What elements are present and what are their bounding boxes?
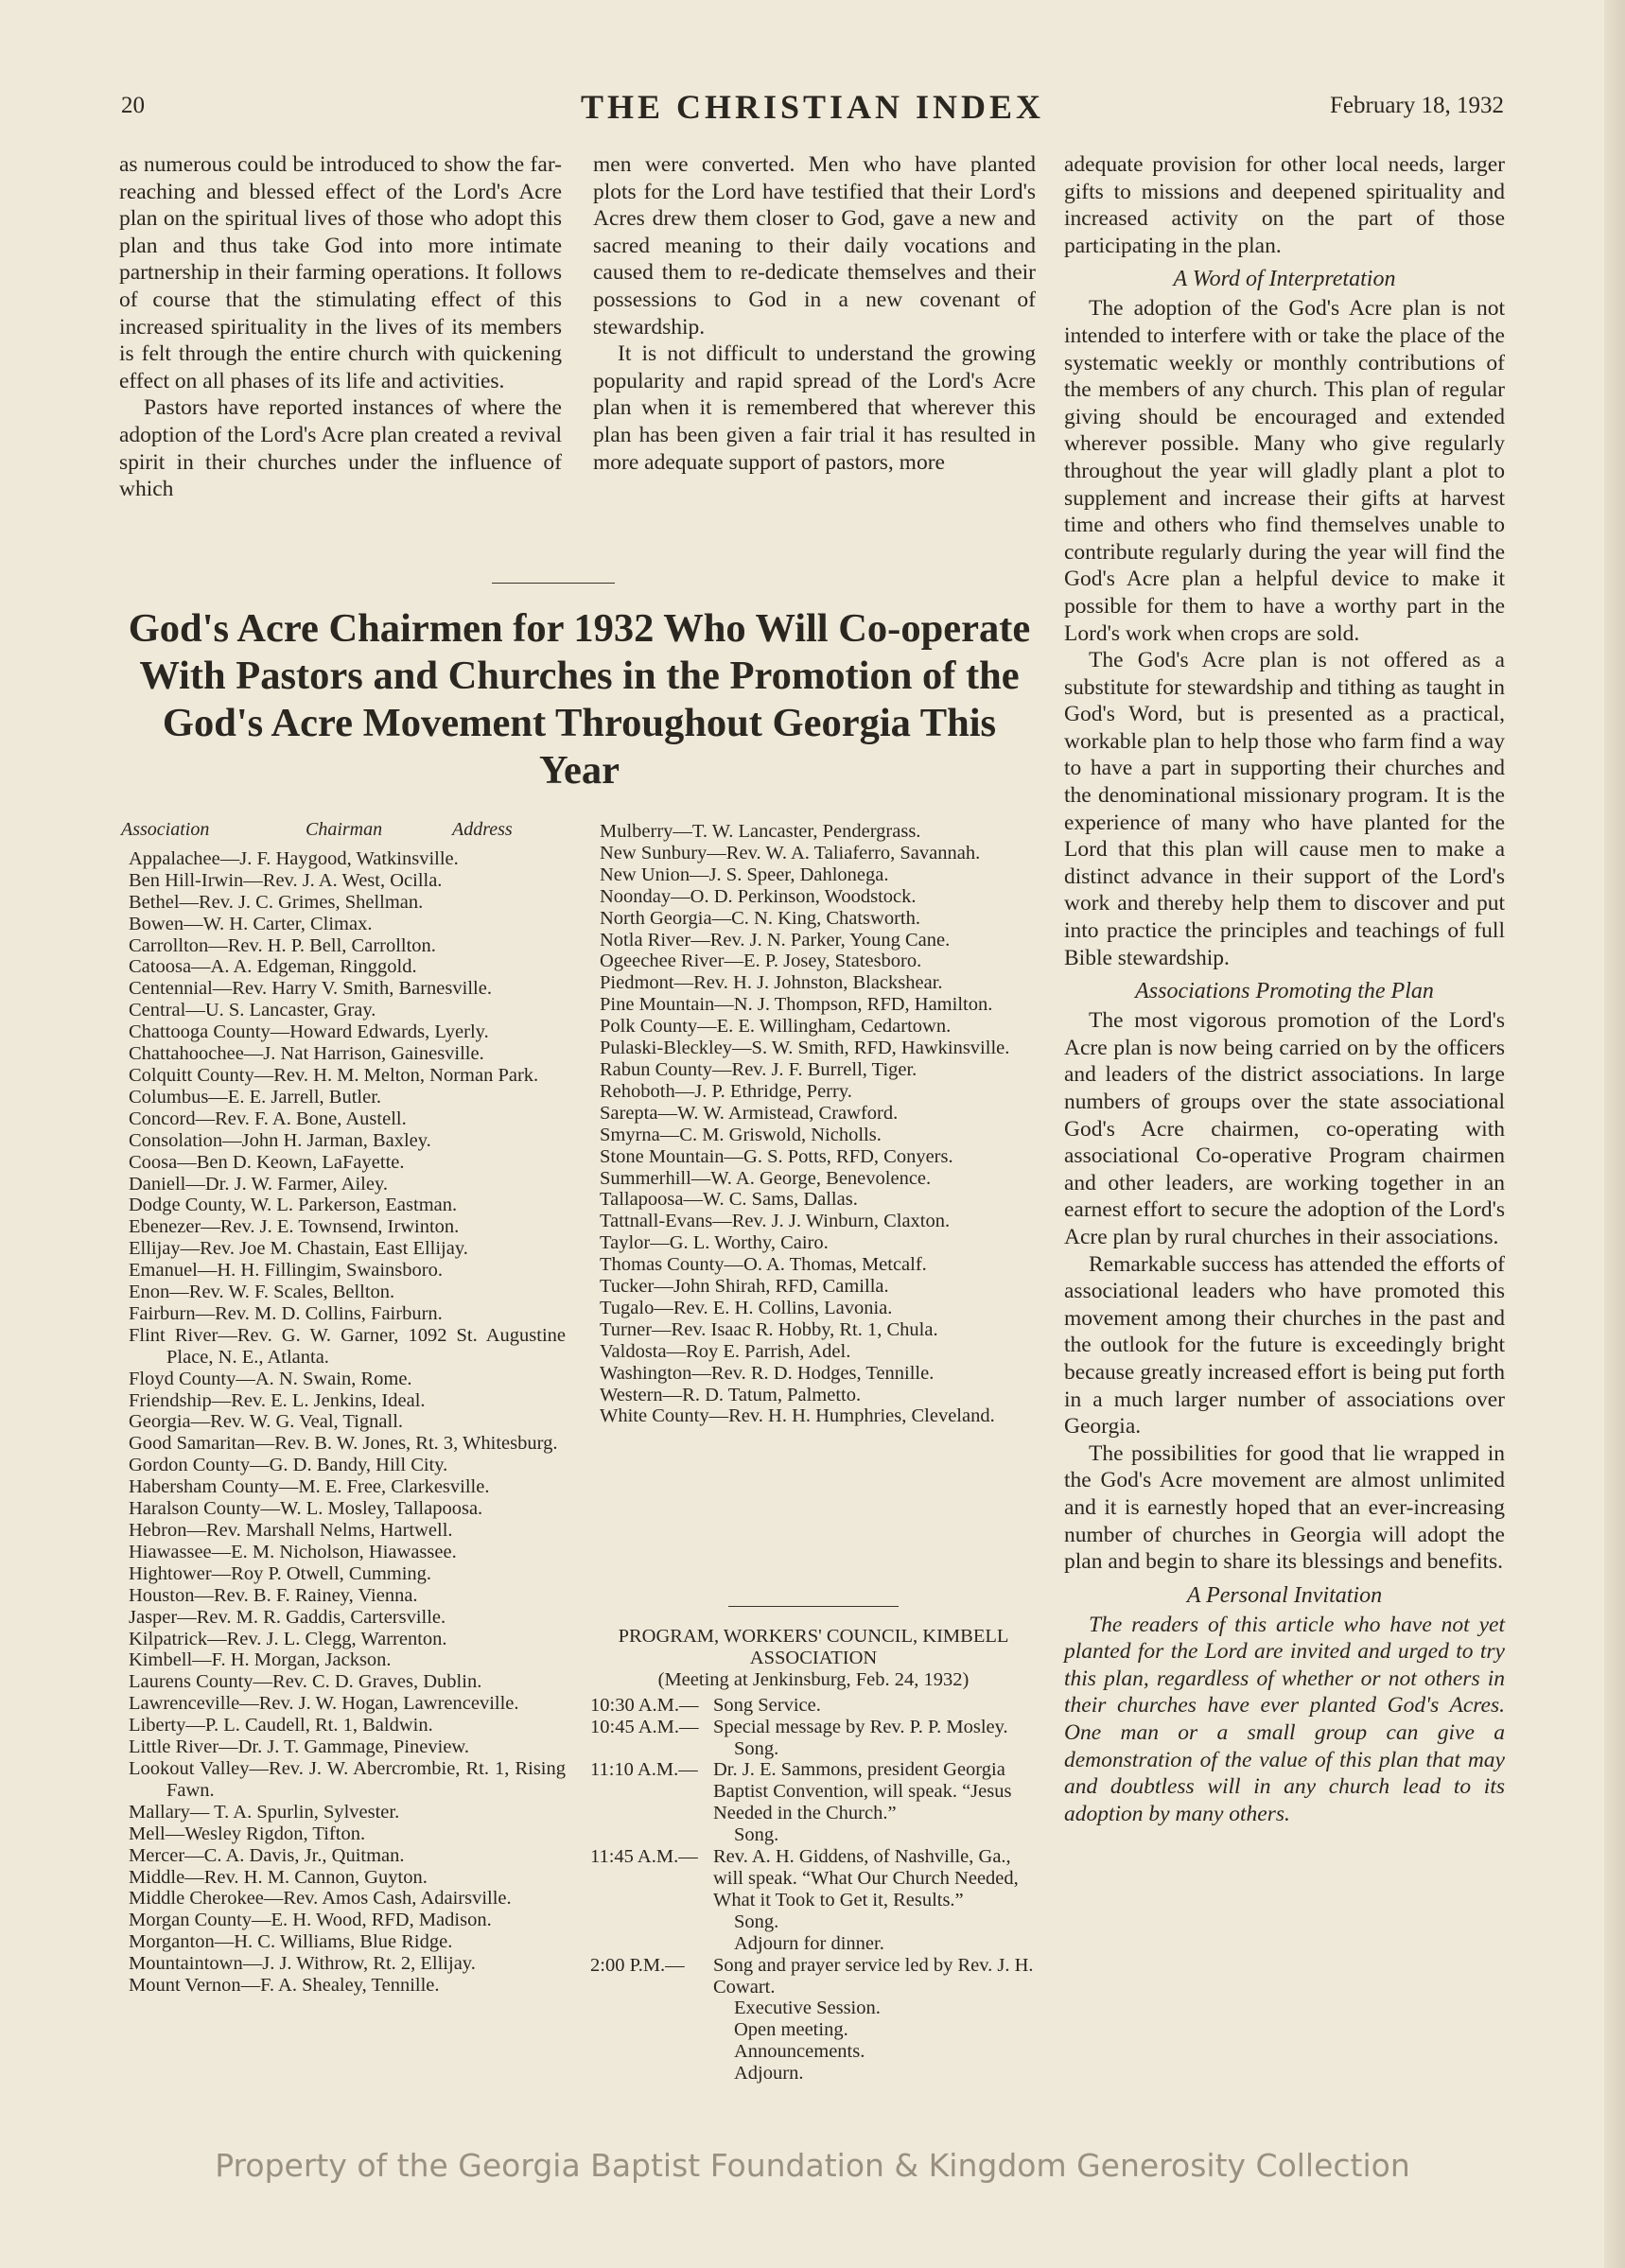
chairman-entry: Georgia—Rev. W. G. Veal, Tignall. — [129, 1411, 404, 1433]
chairman-entry: Pine Mountain—N. J. Thompson, RFD, Hamilton. — [600, 994, 993, 1016]
program-time — [590, 2019, 713, 2041]
chairman-entry: Hightower—Roy P. Otwell, Cumming. — [129, 1562, 432, 1584]
chairman-entry: Pulaski-Bleckley—S. W. Smith, RFD, Hawkinsville. — [600, 1038, 1010, 1059]
chairman-entry: Middle Cherokee—Rev. Amos Cash, Adairsville. — [129, 1888, 512, 1910]
chairman-entry: Flint River—Rev. G. W. Garner, 1092 St. Augustine Place, N. E., Atlanta. — [129, 1324, 566, 1368]
chairman-entry: Chattahoochee—J. Nat Harrison, Gainesville. — [129, 1043, 484, 1065]
chairman-entry: North Georgia—C. N. King, Chatsworth. — [600, 907, 920, 929]
chairman-entry: Turner—Rev. Isaac R. Hobby, Rt. 1, Chula. — [600, 1318, 938, 1340]
program-time — [590, 1738, 713, 1760]
chairman-entry: Dodge County, W. L. Parkerson, Eastman. — [129, 1195, 458, 1216]
program-time — [590, 1998, 713, 2019]
chairman-entry: Smyrna—C. M. Griswold, Nicholls. — [600, 1124, 882, 1145]
article-paragraph: The adoption of the God's Acre plan is not intended to interfere with or take the place of the systematic weekly or monthly contributions of the members of any church. This plan of regular giving should be encouraged and extended wherever possible. Many who give regularly throughout the year will gladly plant a plot to supplement and increase their gifts at harvest time and others who find themselves unable to contribute regularly during the year will find the God's Acre plan a helpful device to make it possible for them to have a worthy part in the Lord's work when crops are sold. — [1064, 296, 1505, 646]
chairman-entry: Noonday—O. D. Perkinson, Woodstock. — [600, 885, 917, 907]
article-paragraph: Remarkable success has attended the efforts of associational leaders who have promoted this movement among their churches in the past and the outlook for the future is exceedingly bright because greatly increased effort is being put forth in a much larger number of associations over Georgia. — [1064, 1251, 1505, 1439]
chairman-entry: Rehoboth—J. P. Ethridge, Perry. — [600, 1080, 852, 1102]
chairman-entry: Summerhill—W. A. George, Benevolence. — [600, 1167, 932, 1189]
issue-date: February 18, 1932 — [1330, 93, 1504, 118]
page-edge — [1604, 0, 1625, 2268]
chairman-entry: Lookout Valley—Rev. J. W. Abercrombie, Rt. 1, Rising Fawn. — [129, 1757, 566, 1801]
program-time: 2:00 P.M.— — [590, 1954, 685, 1976]
chairman-entry: Tallapoosa—W. C. Sams, Dallas. — [600, 1189, 858, 1211]
masthead-title: THE CHRISTIAN INDEX — [580, 88, 1045, 126]
program-text: Rev. A. H. Giddens, of Nashville, Ga., will speak. “What Our Church Needed, What it Took to Get it, Results.” — [713, 1846, 1019, 1910]
program-item — [590, 1738, 1037, 1760]
program-time — [590, 2063, 713, 2085]
chairman-entry: Kilpatrick—Rev. J. L. Clegg, Warrenton. — [129, 1628, 447, 1649]
program-time: 10:30 A.M.— — [590, 1694, 699, 1716]
program-text: Open meeting. — [734, 2019, 848, 2041]
program-text: Dr. J. E. Sammons, president Georgia Baptist Convention, will speak. “Jesus Needed in the Church.” — [713, 1759, 1012, 1824]
chairman-entry: Haralson County—W. L. Mosley, Tallapoosa. — [129, 1498, 483, 1520]
list-header-address: Address — [452, 819, 513, 840]
article-paragraph: men were converted. Men who have planted plots for the Lord have testified that their Lord's Acres drew them closer to God, gave a new and sacred meaning to their daily vocations and caused them to re-dedicate themselves and their possessions to God in a new covenant of stewardship. — [593, 152, 1036, 340]
chairman-entry: New Union—J. S. Speer, Dahlonega. — [600, 864, 889, 885]
chairman-entry: White County—Rev. H. H. Humphries, Cleveland. — [600, 1405, 995, 1427]
chairman-entry: Mount Vernon—F. A. Shealey, Tennille. — [129, 1975, 440, 1997]
program-item — [590, 1824, 1037, 1846]
program-item — [590, 2063, 1037, 2085]
chairman-entry: Little River—Dr. J. T. Gammage, Pineview. — [129, 1736, 470, 1758]
watermark: Property of the Georgia Baptist Foundation & Kingdom Generosity Collection — [215, 2147, 1410, 2184]
chairman-entry: Carrollton—Rev. H. P. Bell, Carrollton. — [129, 934, 436, 956]
program-text: Adjourn. — [734, 2063, 804, 2085]
program-item — [590, 1911, 1037, 1933]
list-header-association: Association — [121, 819, 210, 840]
article-paragraph: The readers of this article who have not yet planted for the Lord are invited and urged to try this plan, regardless of whether or not others in their churches have ever planted God's Acres. One man or a small group can give a demonstration of the value of this plan that may and doubtless will in any church lead to its adoption by many others. — [1064, 1612, 1505, 1826]
chairman-entry: Notla River—Rev. J. N. Parker, Young Cane. — [600, 929, 951, 951]
chairman-entry: Laurens County—Rev. C. D. Graves, Dublin. — [129, 1671, 482, 1693]
chairman-entry: Washington—Rev. R. D. Hodges, Tennille. — [600, 1362, 935, 1384]
chairman-entry: Hebron—Rev. Marshall Nelms, Hartwell. — [129, 1520, 453, 1541]
chairmen-list-left — [119, 819, 566, 1997]
program-item — [590, 2041, 1037, 2063]
program-item — [590, 1759, 1037, 1824]
program-item — [590, 1998, 1037, 2019]
program-item — [590, 1846, 1037, 1911]
article-paragraph: Pastors have reported instances of where the adoption of the Lord's Acre plan created a revival spirit in their churches under the influence of which — [119, 395, 562, 502]
program-item — [590, 1717, 1037, 1738]
program-time — [590, 1911, 713, 1933]
article-paragraph: The possibilities for good that lie wrapped in the God's Acre movement are almost unlimited and it is earnestly hoped that an ever-increasing number of churches in Georgia will adopt the plan and begin to share its blessings and benefits. — [1064, 1440, 1505, 1575]
chairman-entry: Chattooga County—Howard Edwards, Lyerly. — [129, 1021, 489, 1043]
program-text: Announcements. — [734, 2041, 865, 2063]
chairman-entry: Enon—Rev. W. F. Scales, Bellton. — [129, 1282, 395, 1303]
program-text: Special message by Rev. P. P. Mosley. — [713, 1716, 1008, 1737]
program-text: Song and prayer service led by Rev. J. H. Cowart. — [713, 1954, 1034, 1998]
chairman-entry: Western—R. D. Tatum, Palmetto. — [600, 1384, 862, 1405]
chairman-entry: Polk County—E. E. Willingham, Cedartown. — [600, 1016, 952, 1038]
chairman-entry: Taylor—G. L. Worthy, Cairo. — [600, 1232, 829, 1254]
program-item — [590, 1955, 1037, 1998]
article-paragraph: The God's Acre plan is not offered as a substitute for stewardship and tithing as taught in God's Word, but is presented as a practical, workable plan to help those who farm find a way to have a part in supporting their churches and the denominational missionary program. It is the experience of many who have planted for the Lord that this plan will cause men to make a distinct advance in their support of the Lord's work and thereby help them to discover and put into practice the principles and teachings of full Bible stewardship. — [1064, 648, 1505, 970]
chairman-entry: Mercer—C. A. Davis, Jr., Quitman. — [129, 1844, 405, 1866]
chairman-entry: Bethel—Rev. J. C. Grimes, Shellman. — [129, 891, 424, 913]
chairman-entry: Lawrenceville—Rev. J. W. Hogan, Lawrenceville. — [129, 1693, 519, 1715]
section-divider — [492, 583, 615, 584]
program-item — [590, 2019, 1037, 2041]
article-paragraph: adequate provision for other local needs, larger gifts to missions and deepened spirituality and increased activity on the part of those participating in the plan. — [1064, 152, 1505, 258]
chairman-entry: Houston—Rev. B. F. Rainey, Vienna. — [129, 1584, 418, 1606]
chairman-entry: Ogeechee River—E. P. Josey, Statesboro. — [600, 951, 922, 972]
chairman-entry: Jasper—Rev. M. R. Gaddis, Cartersville. — [129, 1606, 446, 1628]
program-text: Song. — [734, 1737, 779, 1759]
chairman-entry: Floyd County—A. N. Swain, Rome. — [129, 1368, 412, 1389]
chairman-entry: Central—U. S. Lancaster, Gray. — [129, 1000, 376, 1021]
article-paragraph: The most vigorous promotion of the Lord's Acre plan is now being carried on by the officers and leaders of the district associations. In large numbers of groups over the state associational God's Acre chairmen, co-operating with associational Co-operative Program chairmen and other leaders, are working together in an earnest effort to secure the adoption of the Lord's Acre plan by rural churches in their associations. — [1064, 1008, 1505, 1249]
program-text: Adjourn for dinner. — [734, 1932, 884, 1954]
chairman-entry: Catoosa—A. A. Edgeman, Ringgold. — [129, 956, 417, 978]
program-text: Executive Session. — [734, 1998, 881, 2019]
program-text: Song. — [734, 1910, 779, 1932]
program-time — [590, 1824, 713, 1846]
list-header-chairman: Chairman — [306, 819, 383, 840]
chairmen-list-right — [590, 821, 1037, 1427]
chairman-entry: Ellijay—Rev. Joe M. Chastain, East Ellijay. — [129, 1238, 468, 1260]
program-item — [590, 1933, 1037, 1955]
chairman-entry: Daniell—Dr. J. W. Farmer, Ailey. — [129, 1173, 388, 1195]
chairman-entry: Morganton—H. C. Williams, Blue Ridge. — [129, 1931, 453, 1953]
section-divider — [728, 1606, 899, 1607]
subheading: Associations Promoting the Plan — [1135, 979, 1434, 1004]
chairman-entry: Good Samaritan—Rev. B. W. Jones, Rt. 3, Whitesburg. — [129, 1433, 558, 1455]
subheading: A Personal Invitation — [1186, 1582, 1383, 1608]
chairman-entry: Centennial—Rev. Harry V. Smith, Barnesville. — [129, 978, 492, 1000]
chairman-entry: Hiawassee—E. M. Nicholson, Hiawassee. — [129, 1541, 457, 1562]
program-time: 11:45 A.M.— — [590, 1846, 698, 1868]
chairman-entry: Mulberry—T. W. Lancaster, Pendergrass. — [600, 821, 921, 842]
chairman-entry: Bowen—W. H. Carter, Climax. — [129, 913, 373, 934]
chairman-entry: Fairburn—Rev. M. D. Collins, Fairburn. — [129, 1302, 443, 1324]
chairman-entry: Thomas County—O. A. Thomas, Metcalf. — [600, 1254, 927, 1276]
page-number: 20 — [121, 93, 145, 118]
chairman-entry: Tattnall-Evans—Rev. J. J. Winburn, Claxton. — [600, 1211, 951, 1232]
chairman-entry: Emanuel—H. H. Fillingim, Swainsboro. — [129, 1260, 443, 1282]
chairman-entry: Sarepta—W. W. Armistead, Crawford. — [600, 1102, 899, 1124]
chairman-entry: Morgan County—E. H. Wood, RFD, Madison. — [129, 1910, 492, 1931]
article-column-2 — [593, 151, 1036, 476]
chairman-entry: New Sunbury—Rev. W. A. Taliaferro, Savannah. — [600, 842, 981, 864]
chairman-entry: Valdosta—Roy E. Parrish, Adel. — [600, 1340, 851, 1362]
program-time: 11:10 A.M.— — [590, 1759, 698, 1781]
program-item — [590, 1695, 1037, 1717]
program-title: PROGRAM, WORKERS' COUNCIL, KIMBELL ASSOCIATION — [618, 1626, 1009, 1668]
chairman-entry: Tucker—John Shirah, RFD, Camilla. — [600, 1276, 889, 1298]
program-time — [590, 2041, 713, 2063]
chairman-entry: Colquitt County—Rev. H. M. Melton, Norman Park. — [129, 1064, 539, 1086]
chairman-entry: Appalachee—J. F. Haygood, Watkinsville. — [129, 847, 459, 869]
chairman-entry: Coosa—Ben D. Keown, LaFayette. — [129, 1151, 405, 1173]
chairman-entry: Liberty—P. L. Caudell, Rt. 1, Baldwin. — [129, 1715, 433, 1736]
chairman-entry: Ebenezer—Rev. J. E. Townsend, Irwinton. — [129, 1216, 460, 1238]
program-text: Song. — [734, 1824, 779, 1846]
article-paragraph: as numerous could be introduced to show the far-reaching and blessed effect of the Lord's Acre plan on the spiritual lives of those who adopt this plan and thus take God into more intimate partnership in their farming operations. It follows of course that the stimulating effect of this increased spirituality in the lives of its members is felt through the entire church with quickening effect on all phases of its life and activities. — [119, 152, 562, 393]
chairman-entry: Middle—Rev. H. M. Cannon, Guyton. — [129, 1866, 428, 1888]
program-time: 10:45 A.M.— — [590, 1716, 699, 1737]
chairman-entry: Ben Hill-Irwin—Rev. J. A. West, Ocilla. — [129, 869, 443, 891]
chairman-entry: Kimbell—F. H. Morgan, Jackson. — [129, 1649, 392, 1671]
chairman-entry: Columbus—E. E. Jarrell, Butler. — [129, 1086, 382, 1108]
program-text: Song Service. — [713, 1694, 821, 1716]
article-column-3 — [1064, 151, 1505, 1827]
headline: God's Acre Chairmen for 1932 Who Will Co-operate With Pastors and Churches in the Promotion of the God's Acre Movement Throughout Georgia This Year — [128, 606, 1031, 793]
chairman-entry: Gordon County—G. D. Bandy, Hill City. — [129, 1455, 448, 1476]
chairman-entry: Concord—Rev. F. A. Bone, Austell. — [129, 1108, 407, 1129]
article-paragraph: It is not difficult to understand the growing popularity and rapid spread of the Lord's Acre plan when it is remembered that wherever this plan has been given a fair trial it has resulted in more adequate support of pastors, more — [593, 341, 1036, 475]
subheading: A Word of Interpretation — [1173, 267, 1396, 292]
list-header — [119, 819, 566, 841]
chairman-entry: Consolation—John H. Jarman, Baxley. — [129, 1129, 431, 1151]
chairman-entry: Mell—Wesley Rigdon, Tifton. — [129, 1823, 366, 1844]
program-block — [590, 1626, 1037, 2085]
chairman-entry: Mountaintown—J. J. Withrow, Rt. 2, Ellijay. — [129, 1953, 476, 1975]
chairman-entry: Friendship—Rev. E. L. Jenkins, Ideal. — [129, 1389, 426, 1411]
chairman-entry: Rabun County—Rev. J. F. Burrell, Tiger. — [600, 1058, 917, 1080]
article-column-1 — [119, 151, 562, 503]
chairman-entry: Stone Mountain—G. S. Potts, RFD, Conyers. — [600, 1145, 953, 1167]
page-header — [121, 87, 1504, 134]
chairman-entry: Tugalo—Rev. E. H. Collins, Lavonia. — [600, 1297, 893, 1318]
program-time — [590, 1933, 713, 1955]
chairman-entry: Habersham County—M. E. Free, Clarkesville. — [129, 1476, 490, 1498]
chairman-entry: Piedmont—Rev. H. J. Johnston, Blackshear. — [600, 972, 943, 994]
program-subtitle: (Meeting at Jenkinsburg, Feb. 24, 1932) — [657, 1668, 970, 1690]
chairman-entry: Mallary— T. A. Spurlin, Sylvester. — [129, 1801, 400, 1823]
